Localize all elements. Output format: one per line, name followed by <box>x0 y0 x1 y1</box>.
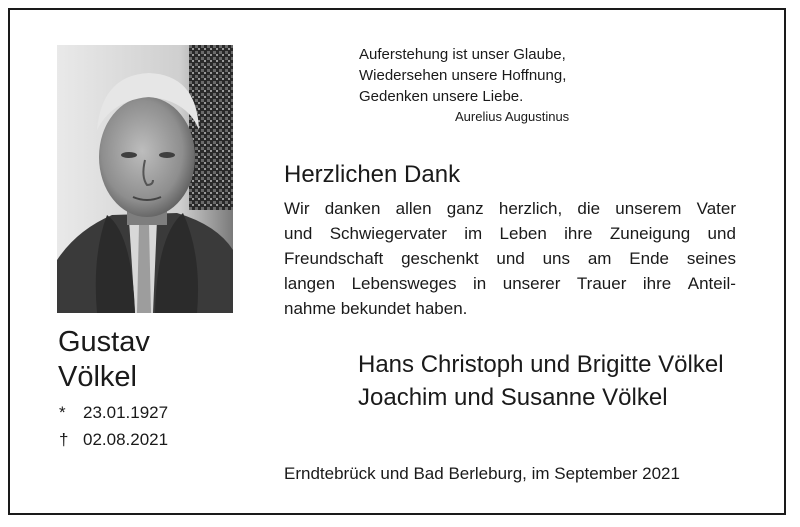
last-name: Völkel <box>58 361 137 393</box>
life-dates <box>59 399 168 453</box>
thanks-heading: Herzlichen Dank <box>284 161 461 188</box>
birth-star-icon: * <box>59 403 66 422</box>
first-name: Gustav <box>58 326 150 358</box>
signers <box>358 348 724 414</box>
death-cross-icon: † <box>59 430 69 449</box>
quote-line: Gedenken unsere Liebe. <box>359 88 524 105</box>
birth-date: 23.01.1927 <box>83 403 169 422</box>
quote-line: Auferstehung ist unser Glaube, <box>359 46 566 63</box>
body-line: Freundschaft geschenkt und uns am Ende seines <box>284 249 736 268</box>
death-date: 02.08.2021 <box>83 430 169 449</box>
birth-row <box>59 399 168 426</box>
body-line-last: nahme bekundet haben. <box>284 299 468 318</box>
body-line: und Schwiegervater im Leben ihre Zuneigung und <box>284 224 736 243</box>
body-line: Wir danken allen ganz herzlich, die unserem Vater <box>284 199 736 218</box>
signer-line: Hans Christoph und Brigitte Völkel <box>358 351 724 378</box>
quote-author: Aurelius Augustinus <box>455 109 570 124</box>
signer-line: Joachim und Susanne Völkel <box>358 384 668 411</box>
memorial-quote <box>359 44 566 107</box>
quote-line: Wiedersehen unsere Hoffnung, <box>359 67 567 84</box>
death-row <box>59 426 168 453</box>
place-date: Erndtebrück und Bad Berleburg, im September 2021 <box>284 464 680 483</box>
portrait-photo <box>57 45 233 313</box>
body-line: langen Lebensweges in unserer Trauer ihre Anteil- <box>284 274 736 293</box>
thanks-body <box>284 196 736 321</box>
deceased-name <box>58 325 150 395</box>
